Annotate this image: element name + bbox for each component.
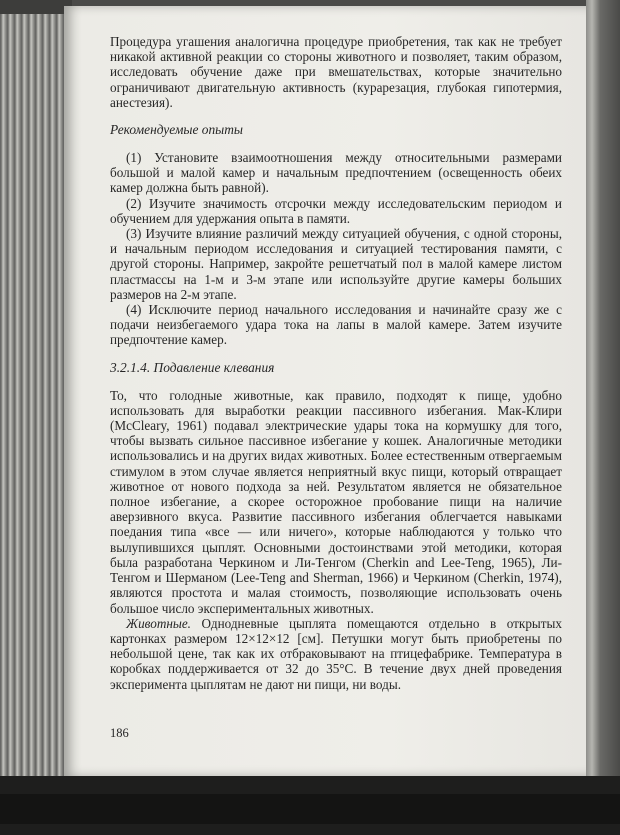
page-text (110, 34, 562, 692)
scanner-bottom-border (0, 776, 620, 835)
section-heading-recommended: Рекомендуемые опыты (110, 122, 243, 138)
animals-text: Однодневные цыплята помещаются отдельно в открытых картонках размером 12×12×12 [см]. Петушки могут быть приобретены по небольшой цене, так как их отбраковывают на птицефабрике. Температура в коробках поддерживается от 32 до 35°С. В течение двух дней проведения эксперимента цыплятам не дают ни пищи, ни воды. (110, 615, 562, 692)
intro-paragraph: Процедура угашения аналогична процедуре приобретения, так как не требует никакой активной реакции со стороны животного и позволяет, таким образом, исследовать обучение даже при вмешательствах, которые значительно ограничивают двигательную активность (курарезация, глубокая гипотермия, анестезия). (110, 34, 562, 110)
recommended-item-3: (3) Изучите влияние различий между ситуацией обучения, с одной стороны, и начальным периодом исследования и ситуацией тестирования памяти, с другой стороны. Например, закройте решетчатый пол в малой камере листом пластмассы на 1-м и 3-м этапе или используйте другие камеры больших размеров на 2-м этапе. (110, 226, 562, 302)
book-page-edges (0, 0, 72, 780)
page-number: 186 (110, 726, 129, 740)
animals-paragraph (110, 616, 562, 692)
book-right-edge (586, 0, 620, 780)
recommended-item-1: (1) Установите взаимоотношения между относительными размерами большой и малой камер и начальным предпочтением (освещенность обеих камер должна быть равной). (110, 150, 562, 196)
recommended-item-2: (2) Изучите значимость отсрочки между исследовательским периодом и обучением для удержания опыта в памяти. (110, 195, 562, 226)
section-heading-pecking: 3.2.1.4. Подавление клевания (110, 359, 275, 375)
pecking-paragraph: То, что голодные животные, как правило, подходят к пище, удобно использовать для выработки реакции пассивного избегания. Мак-Клири (McCleary, 1961) подавал электрические удары тока на кормушку для того, чтобы вызвать сильное пассивное избегание у кошек. Аналогичные методики использовались и на других видах животных. Более естественным отвергаемым стимулом в этом случае является неприятный вкус пищи, который отвращает животное от нового подхода за ней. Результатом является не обязательное полное избегание, а скорее осторожное пробование пищи на наличие аверзивного вкуса. Развитие пассивного избегания облегчается навыками поедания типа «все — или ничего», которые наблюдаются у только что вылупившихся цыплят. Основными достоинствами этой методики, которая была разработана Черкином и Ли-Тенгом (Cherkin and Lee-Teng, 1965), Ли-Тенгом и Шерманом (Lee-Teng and Sherman, 1966) и Черкином (Cherkin, 1974), являются простота и малая стоимость, позволяющие использовать очень большое число экспериментальных животных. (110, 387, 562, 616)
recommended-item-4: (4) Исключите период начального исследования и начинайте сразу же с подачи неизбегаемого удара тока на лапы в малой камере. Затем изучите предпочтение камер. (110, 302, 562, 348)
animals-label: Животные. (126, 615, 191, 631)
